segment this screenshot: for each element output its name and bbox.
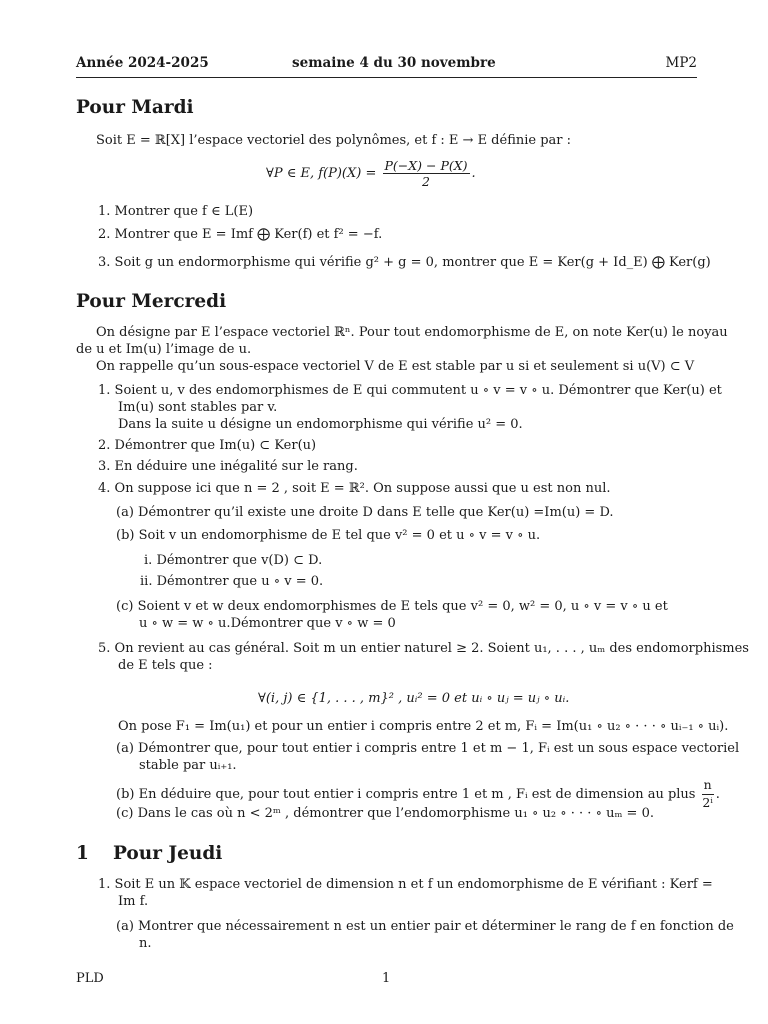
item-text: Montrer que E = Imf ⨁ Ker(f) et f² = −f.: [114, 227, 383, 242]
mercredi-paragraph-2: On rappelle qu’un sous-espace vectoriel V de E est stable par u si et seulement si u(V) ⊂ V: [96, 359, 695, 374]
mardi-equation: [266, 158, 476, 189]
sub-item: [116, 740, 739, 758]
sub-item: [116, 805, 654, 823]
sub-item-text-continued: stable par uᵢ₊₁.: [139, 758, 237, 773]
footer-author: PLD: [76, 971, 104, 986]
mardi-eq-denominator: 2: [422, 174, 430, 189]
item-number: 1.: [98, 204, 111, 219]
page-header: [76, 55, 697, 75]
sub-item: [116, 598, 668, 616]
sub-item-text-continued: u ∘ w = w ∘ u.Démontrer que v ∘ w = 0: [139, 616, 396, 631]
item-number: 2.: [98, 438, 111, 453]
item-note: Dans la suite u désigne un endomorphisme qui vérifie u² = 0.: [118, 417, 523, 432]
sub-item-text: Soit v un endomorphisme de E tel que v² = 0 et u ∘ v = v ∘ u.: [138, 528, 541, 543]
item-text: Montrer que f ∈ L(E): [114, 204, 254, 219]
section-title-mardi: Pour Mardi: [76, 97, 194, 118]
sub-item-label: (a): [116, 919, 134, 934]
sub-item: [116, 527, 540, 545]
section-title-mercredi: Pour Mercredi: [76, 291, 227, 312]
sub-sub-item: [144, 552, 322, 570]
mardi-eq-end: .: [471, 166, 476, 181]
item-number: 2.: [98, 227, 111, 242]
dimension-fraction: [702, 777, 714, 812]
list-item: [98, 226, 382, 244]
sub-item-text: En déduire que, pour tout entier i compris entre 1 et m , Fᵢ est de dimension au plus: [138, 786, 696, 802]
sub-item: [116, 918, 734, 936]
item-text: Soit g un endormorphisme qui vérifie g² + g = 0, montrer que E = Ker(g + Id_E) ⨁ Ker(g): [114, 255, 711, 270]
item-text: Soit E un 𝕂 espace vectoriel de dimension n et f un endomorphisme de E vérifiant : Kerf =: [114, 877, 713, 892]
item-number: 4.: [98, 481, 111, 496]
item-number: 1.: [98, 877, 111, 892]
sub-item-label: (b): [116, 528, 135, 543]
mardi-eq-left: ∀P ∈ E, f(P)(X) =: [266, 166, 377, 181]
sub-sub-item-label: i.: [144, 553, 153, 568]
list-item: [98, 254, 711, 272]
sub-item-text: Démontrer qu’il existe une droite D dans E telle que Ker(u) =Im(u) = D.: [138, 505, 614, 520]
sub-item-text: Dans le cas où n < 2ᵐ , démontrer que l’endomorphisme u₁ ∘ u₂ ∘ · · · ∘ uₘ = 0.: [137, 806, 654, 821]
sub-sub-item-label: ii.: [140, 574, 153, 589]
header-week: semaine 4 du 30 novembre: [292, 55, 496, 71]
item-text-continued: Im f.: [118, 894, 149, 909]
sub-item-label: (b): [116, 786, 135, 802]
fraction-denominator: 2ⁱ: [702, 794, 713, 810]
section-number-jeudi: 1: [76, 843, 89, 864]
sub-item-text: Soient v et w deux endomorphismes de E tels que v² = 0, w² = 0, u ∘ v = v ∘ u et: [137, 599, 668, 614]
item-number: 5.: [98, 641, 111, 656]
mercredi-i5-equation: ∀(i, j) ∈ {1, . . . , m}² , uᵢ² = 0 et uᵢ ∘ uⱼ = uⱼ ∘ uᵢ.: [258, 691, 570, 706]
item-number: 1.: [98, 383, 111, 398]
item-text-continued: Im(u) sont stables par v.: [118, 400, 278, 415]
list-item: [98, 876, 713, 894]
list-item: [98, 437, 316, 455]
list-item: [98, 203, 253, 221]
sub-item-text: Montrer que nécessairement n est un entier pair et déterminer le rang de f en fonction de: [138, 919, 734, 934]
header-year: Année 2024-2025: [76, 55, 209, 71]
list-item: [98, 640, 749, 658]
sub-item-text-continued: n.: [139, 936, 152, 951]
sub-item-label: (a): [116, 505, 134, 520]
header-rule: [76, 77, 697, 78]
item-number: 3.: [98, 459, 111, 474]
mardi-eq-fraction: [383, 158, 470, 189]
mercredi-paragraph-1b: de u et Im(u) l’image de u.: [76, 342, 252, 357]
fraction-numerator: n: [702, 777, 714, 795]
mercredi-i5-pose: On pose F₁ = Im(u₁) et pour un entier i compris entre 2 et m, Fᵢ = Im(u₁ ∘ u₂ ∘ · · · ∘ uᵢ₋₁ ∘ uᵢ).: [118, 719, 729, 734]
item-text: En déduire une inégalité sur le rang.: [114, 459, 358, 474]
document-page: [76, 0, 749, 1024]
item-text: Démontrer que Im(u) ⊂ Ker(u): [114, 438, 317, 453]
item-number: 3.: [98, 255, 111, 270]
sub-sub-item-text: Démontrer que u ∘ v = 0.: [156, 574, 324, 589]
list-item: [98, 382, 722, 400]
list-item: [98, 480, 611, 498]
sub-item-text: Démontrer que, pour tout entier i compris entre 1 et m − 1, Fᵢ est un sous espace vectoriel: [138, 741, 740, 756]
item-text: On revient au cas général. Soit m un entier naturel ≥ 2. Soient u₁, . . . , uₘ des endomorphismes: [114, 641, 749, 656]
header-class: MP2: [665, 55, 697, 71]
sub-item: [116, 504, 614, 522]
mercredi-paragraph-1a: On désigne par E l’espace vectoriel ℝⁿ. Pour tout endomorphisme de E, on note Ker(u) le noyau: [96, 325, 728, 340]
mardi-intro: Soit E = ℝ[X] l’espace vectoriel des polynômes, et f : E → E définie par :: [96, 133, 572, 148]
sub-item-label: (c): [116, 806, 134, 821]
list-item: [98, 458, 358, 476]
section-title-jeudi: Pour Jeudi: [113, 843, 223, 864]
item-text: Soient u, v des endomorphismes de E qui commutent u ∘ v = v ∘ u. Démontrer que Ker(u) et: [114, 383, 722, 398]
sub-item-label: (c): [116, 599, 134, 614]
item-text-continued: de E tels que :: [118, 658, 213, 673]
sub-item-label: (a): [116, 741, 134, 756]
page-number: 1: [382, 971, 391, 986]
sub-item-end: .: [715, 786, 720, 802]
mardi-eq-numerator: P(−X) − P(X): [384, 158, 468, 173]
sub-sub-item: [140, 573, 323, 591]
sub-sub-item-text: Démontrer que v(D) ⊂ D.: [156, 553, 323, 568]
item-text: On suppose ici que n = 2 , soit E = ℝ². On suppose aussi que u est non nul.: [114, 481, 611, 496]
